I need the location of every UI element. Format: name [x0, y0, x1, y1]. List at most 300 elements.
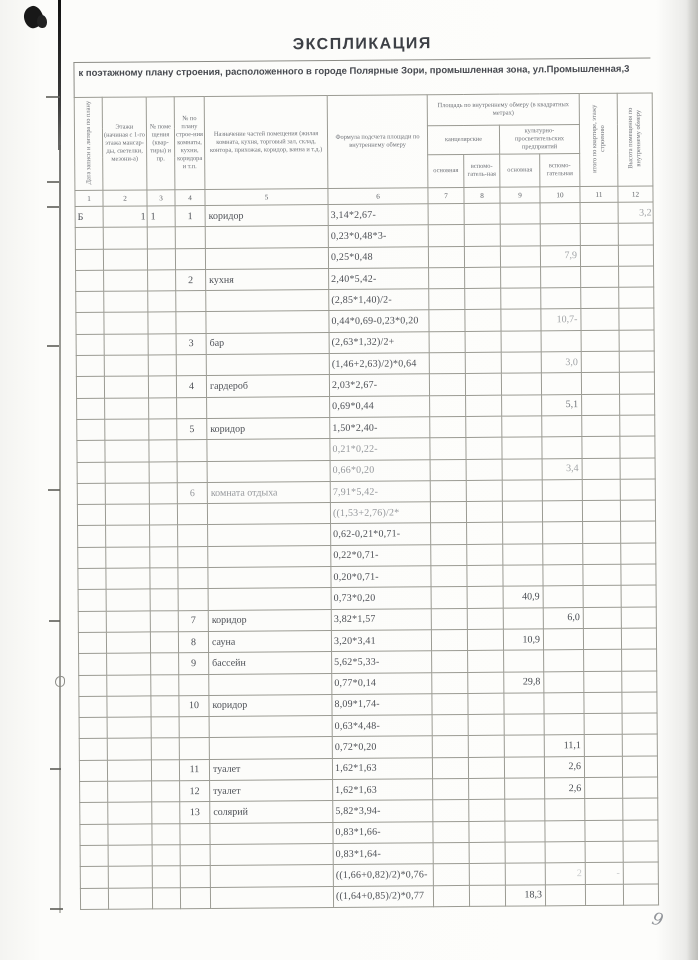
table-cell: [542, 479, 582, 501]
table-cell: [544, 671, 584, 693]
table-cell: [620, 394, 655, 416]
table-cell: [151, 653, 179, 675]
table-cell: 0,22*0,71-: [331, 544, 431, 566]
table-cell: [432, 693, 468, 715]
header-purpose: Назначение частей помещения (жилая комната, кухня, торговый зал, склад, контора, прихожая, коридор, ванна и т.д.): [204, 96, 328, 190]
table-cell: [581, 309, 619, 331]
table-cell: [106, 525, 150, 547]
table-cell: ((1,64+0,85)/2)*0,77: [333, 885, 433, 907]
table-cell: [540, 203, 580, 225]
table-cell: 29,8: [504, 671, 544, 693]
table-cell: 2,03*2,67-: [329, 374, 429, 396]
table-cell: [541, 330, 581, 352]
table-cell: [208, 567, 331, 589]
table-cell: [543, 628, 583, 650]
header-total: итого по квартире, этажу строению: [579, 93, 618, 186]
table-cell: [469, 778, 505, 800]
table-cell: [464, 203, 500, 225]
table-cell: [468, 672, 504, 694]
table-cell: [432, 651, 468, 673]
table-cell: туалет: [210, 780, 333, 802]
table-cell: 0,23*0,48*3-: [328, 225, 428, 247]
table-cell: 9: [179, 653, 209, 675]
table-cell: [501, 373, 541, 395]
table-cell: [148, 312, 176, 334]
table-cell: [431, 629, 467, 651]
table-cell: [432, 715, 468, 737]
table-cell: [583, 628, 621, 650]
table-cell: [105, 440, 149, 462]
table-cell: ((1,66+0,82)/2)*0,76-: [333, 864, 433, 886]
table-cell: [545, 799, 585, 821]
table-cell: [500, 203, 540, 225]
table-cell: [180, 823, 210, 845]
table-cell: [148, 355, 176, 377]
table-cell: [432, 736, 468, 758]
table-cell: [469, 863, 505, 885]
header-office-main: основная: [428, 154, 464, 187]
table-cell: [623, 777, 658, 799]
table-cell: [620, 436, 655, 458]
table-cell: [584, 713, 622, 735]
table-cell: [209, 673, 332, 695]
table-cell: [76, 334, 104, 356]
table-cell: [150, 568, 178, 590]
table-cell: 7,9: [540, 245, 580, 267]
table-cell: [105, 483, 149, 505]
table-cell: [75, 228, 103, 250]
table-cell: [620, 415, 655, 437]
table-cell: [541, 266, 581, 288]
table-cell: [543, 565, 583, 587]
table-cell: [544, 650, 584, 672]
table-cell: [429, 353, 465, 375]
table-cell: 0,77*0,14: [332, 672, 432, 694]
table-cell: [580, 224, 618, 246]
column-number: 11: [580, 186, 618, 202]
table-cell: [582, 479, 620, 501]
table-cell: [148, 270, 176, 292]
table-cell: 3,20*3,41: [331, 630, 431, 652]
table-cell: [430, 459, 466, 481]
table-cell: коридор: [207, 417, 330, 439]
table-cell: [465, 267, 501, 289]
table-cell: [180, 866, 210, 888]
table-cell: [466, 459, 502, 481]
table-cell: 18,3: [505, 884, 545, 906]
table-cell: [541, 288, 581, 310]
table-cell: [545, 884, 585, 906]
table-cell: -: [585, 862, 623, 884]
table-cell: [465, 374, 501, 396]
table-cell: [429, 374, 465, 396]
handwritten-page-number: 9: [649, 908, 666, 932]
table-cell: [150, 589, 178, 611]
table-cell: 0,66*0,20: [330, 459, 430, 481]
table-cell: [430, 416, 466, 438]
table-cell: [104, 355, 148, 377]
table-cell: [209, 716, 332, 738]
table-cell: [107, 760, 151, 782]
table-cell: [504, 693, 544, 715]
table-cell: [178, 589, 208, 611]
table-cell: [582, 500, 620, 522]
column-number: 6: [328, 188, 428, 205]
table-cell: [543, 522, 583, 544]
table-cell: 7: [178, 610, 208, 632]
table-cell: 3,82*1,57: [331, 608, 431, 630]
table-cell: [429, 331, 465, 353]
table-cell: 10,9: [503, 629, 543, 651]
table-cell: бар: [206, 332, 329, 354]
table-cell: комната отдыха: [207, 481, 330, 503]
table-cell: [150, 610, 178, 632]
table-cell: [205, 247, 328, 269]
table-cell: [207, 396, 330, 418]
table-cell: [107, 717, 151, 739]
table-cell: [207, 503, 330, 525]
table-cell: [464, 246, 500, 268]
table-cell: [503, 565, 543, 587]
table-cell: [469, 821, 505, 843]
table-cell: [75, 249, 103, 271]
table-cell: [621, 564, 656, 586]
table-cell: [147, 248, 175, 270]
table-cell: [175, 227, 205, 249]
table-cell: [79, 739, 107, 761]
table-cell: [503, 522, 543, 544]
table-cell: кухня: [206, 268, 329, 290]
table-cell: [468, 736, 504, 758]
table-cell: [148, 334, 176, 356]
table-cell: [541, 373, 581, 395]
table-cell: 0,73*0,20: [331, 587, 431, 609]
table-cell: [178, 525, 208, 547]
table-cell: [543, 543, 583, 565]
table-cell: [107, 738, 151, 760]
table-cell: [206, 311, 329, 333]
table-cell: [77, 398, 105, 420]
table-cell: [177, 504, 207, 526]
table-cell: [582, 415, 620, 437]
table-cell: [465, 310, 501, 332]
table-cell: [545, 820, 585, 842]
table-cell: [77, 483, 105, 505]
table-cell: [584, 692, 622, 714]
table-cell: [148, 376, 176, 398]
table-cell: 4: [176, 376, 206, 398]
table-cell: 3,2: [618, 202, 653, 224]
table-cell: [430, 502, 466, 524]
header-office-aux: вспомо-гатель-ная: [464, 154, 500, 187]
table-cell: [583, 564, 621, 586]
table-cell: [433, 885, 469, 907]
table-cell: [77, 419, 105, 441]
table-cell: [619, 266, 654, 288]
table-cell: [429, 267, 465, 289]
table-cell: [466, 416, 502, 438]
table-cell: [107, 696, 151, 718]
table-cell: [151, 717, 179, 739]
table-cell: [206, 354, 329, 376]
table-cell: [545, 841, 585, 863]
table-cell: [584, 735, 622, 757]
table-cell: [433, 864, 469, 886]
column-number: 5: [205, 189, 328, 206]
table-cell: [431, 587, 467, 609]
table-cell: [466, 480, 502, 502]
table-cell: [433, 821, 469, 843]
table-cell: [585, 820, 623, 842]
table-cell: 6: [177, 482, 207, 504]
table-cell: [180, 887, 210, 909]
table-cell: [585, 841, 623, 863]
table-cell: [78, 526, 106, 548]
table-cell: [80, 866, 108, 888]
table-cell: [469, 799, 505, 821]
table-cell: [504, 735, 544, 757]
table-cell: [504, 714, 544, 736]
table-cell: [103, 249, 147, 271]
column-number: 8: [464, 187, 500, 203]
table-cell: 8,09*1,74-: [332, 694, 432, 716]
table-cell: [428, 203, 464, 225]
table-cell: [583, 607, 621, 629]
table-cell: 5,1: [542, 394, 582, 416]
table-cell: [152, 866, 180, 888]
table-cell: [432, 757, 468, 779]
table-cell: [80, 781, 108, 803]
table-cell: [622, 713, 657, 735]
table-cell: [621, 607, 656, 629]
table-cell: 1,62*1,63: [332, 757, 432, 779]
table-cell: [76, 355, 104, 377]
table-cell: [433, 778, 469, 800]
table-cell: [429, 289, 465, 311]
table-cell: [505, 820, 545, 842]
table-cell: [152, 781, 180, 803]
table-cell: [149, 397, 177, 419]
table-cell: [78, 632, 106, 654]
table-cell: [106, 589, 150, 611]
table-cell: [620, 458, 655, 480]
table-cell: [208, 588, 331, 610]
table-cell: (2,63*1,32)/2+: [329, 332, 429, 354]
table-cell: [210, 865, 333, 887]
table-cell: [106, 568, 150, 590]
table-cell: [149, 419, 177, 441]
table-cell: [466, 501, 502, 523]
table-cell: 0,83*1,66-: [333, 821, 433, 843]
table-cell: [106, 547, 150, 569]
table-cell: [430, 395, 466, 417]
table-cell: [542, 416, 582, 438]
header-plan-number: № по плану строе-ния комнаты, кухни, коридора и т.п.: [174, 96, 205, 189]
table-cell: [78, 568, 106, 590]
table-cell: [584, 671, 622, 693]
table-cell: [501, 309, 541, 331]
table-cell: [540, 224, 580, 246]
table-cell: [79, 696, 107, 718]
table-cell: [505, 863, 545, 885]
table-cell: (1,46+2,63)/2)*0,64: [329, 353, 429, 375]
table-cell: [582, 394, 620, 416]
table-cell: [504, 650, 544, 672]
table-cell: [622, 692, 657, 714]
table-cell: [467, 608, 503, 630]
document-subtitle: к поэтажному плану строения, расположенного в городе Полярные Зори, промышленная зона, ул.Промышленная,3: [73, 57, 650, 97]
table-cell: [583, 586, 621, 608]
table-cell: [500, 224, 540, 246]
table-cell: [149, 483, 177, 505]
table-cell: [108, 866, 152, 888]
column-number: 4: [175, 189, 205, 205]
column-number: 9: [500, 187, 540, 203]
table-cell: ((1,53+2,76)/2*: [330, 502, 430, 524]
table-cell: [150, 546, 178, 568]
table-cell: [206, 290, 329, 312]
table-cell: [108, 824, 152, 846]
table-cell: солярий: [210, 801, 333, 823]
table-cell: [433, 800, 469, 822]
document-title: ЭКСПЛИКАЦИЯ: [292, 35, 432, 54]
table-cell: 7,91*5,42-: [330, 481, 430, 503]
table-cell: [147, 227, 175, 249]
table-cell: [431, 565, 467, 587]
table-cell: [105, 462, 149, 484]
table-cell: [175, 248, 205, 270]
table-cell: коридор: [205, 205, 328, 227]
table-cell: [501, 352, 541, 374]
table-cell: [80, 824, 108, 846]
table-cell: [104, 291, 148, 313]
table-cell: [108, 781, 152, 803]
table-cell: [581, 373, 619, 395]
table-cell: 1,50*2,40-: [330, 417, 430, 439]
table-cell: [503, 544, 543, 566]
table-cell: [623, 798, 658, 820]
table-cell: [502, 480, 542, 502]
table-cell: 1,62*1,63: [333, 779, 433, 801]
table-cell: [179, 717, 209, 739]
table-cell: [582, 458, 620, 480]
table-cell: [622, 670, 657, 692]
table-cell: [104, 334, 148, 356]
table-cell: [501, 288, 541, 310]
table-cell: [433, 842, 469, 864]
table-cell: [501, 331, 541, 353]
table-cell: Б: [75, 206, 103, 228]
table-cell: [469, 842, 505, 864]
table-cell: [581, 266, 619, 288]
table-cell: [622, 734, 657, 756]
table-cell: [618, 223, 653, 245]
table-cell: 11,1: [544, 735, 584, 757]
table-cell: 5: [177, 418, 207, 440]
table-cell: [466, 437, 502, 459]
table-cell: [152, 802, 180, 824]
table-cell: [467, 629, 503, 651]
table-cell: [152, 845, 180, 867]
table-cell: [79, 654, 107, 676]
table-cell: [584, 649, 622, 671]
table-cell: [149, 440, 177, 462]
table-cell: гардероб: [206, 375, 329, 397]
table-cell: 5,82*3,94-: [333, 800, 433, 822]
table-cell: коридор: [209, 694, 332, 716]
table-cell: туалет: [209, 758, 332, 780]
table-cell: [467, 523, 503, 545]
table-cell: [542, 437, 582, 459]
header-cultural-group: культурно-просветительских предприятий: [499, 125, 579, 155]
table-cell: [580, 202, 618, 224]
table-cell: [209, 737, 332, 759]
table-cell: [179, 674, 209, 696]
table-cell: 3,14*2,67-: [328, 204, 428, 226]
table-cell: [76, 291, 104, 313]
table-cell: [503, 607, 543, 629]
table-cell: [152, 887, 180, 909]
table-cell: [619, 330, 654, 352]
table-body: [75, 202, 659, 909]
table-cell: [207, 460, 330, 482]
header-cultural-aux: вспомо-гательная: [540, 154, 580, 187]
table-cell: [581, 287, 619, 309]
table-cell: [428, 246, 464, 268]
table-cell: [208, 524, 331, 546]
table-cell: [619, 287, 654, 309]
table-cell: [151, 696, 179, 718]
table-cell: [178, 546, 208, 568]
table-cell: [622, 756, 657, 778]
table-cell: [176, 312, 206, 334]
table-cell: [150, 525, 178, 547]
table-cell: 0,44*0,69-0,23*0,20: [329, 310, 429, 332]
table-cell: [620, 479, 655, 501]
table-cell: [176, 355, 206, 377]
table-cell: сауна: [208, 630, 331, 652]
table-cell: [502, 458, 542, 480]
table-cell: [583, 543, 621, 565]
table-cell: 1: [175, 205, 205, 227]
table-cell: [544, 714, 584, 736]
table-cell: [107, 653, 151, 675]
table-cell: [623, 841, 658, 863]
table-cell: [429, 310, 465, 332]
table-cell: [176, 291, 206, 313]
table-row: [80, 883, 658, 909]
table-cell: [107, 674, 151, 696]
table-cell: [79, 717, 107, 739]
table-cell: [151, 738, 179, 760]
table-cell: [104, 312, 148, 334]
table-cell: [78, 611, 106, 633]
table-cell: [544, 692, 584, 714]
table-cell: 0,63*4,48-: [332, 715, 432, 737]
table-cell: [108, 887, 152, 909]
table-cell: [585, 884, 623, 906]
table-cell: [502, 395, 542, 417]
table-cell: [150, 632, 178, 654]
table-cell: [431, 544, 467, 566]
table-cell: [105, 419, 149, 441]
table-cell: [465, 331, 501, 353]
column-number: 10: [540, 187, 580, 203]
table-cell: [77, 504, 105, 526]
table-cell: [148, 291, 176, 313]
table-cell: [580, 245, 618, 267]
header-floors: Этажи (начиная с 1-го этажа мансар-ды, светелки, мезони-а): [102, 97, 147, 190]
